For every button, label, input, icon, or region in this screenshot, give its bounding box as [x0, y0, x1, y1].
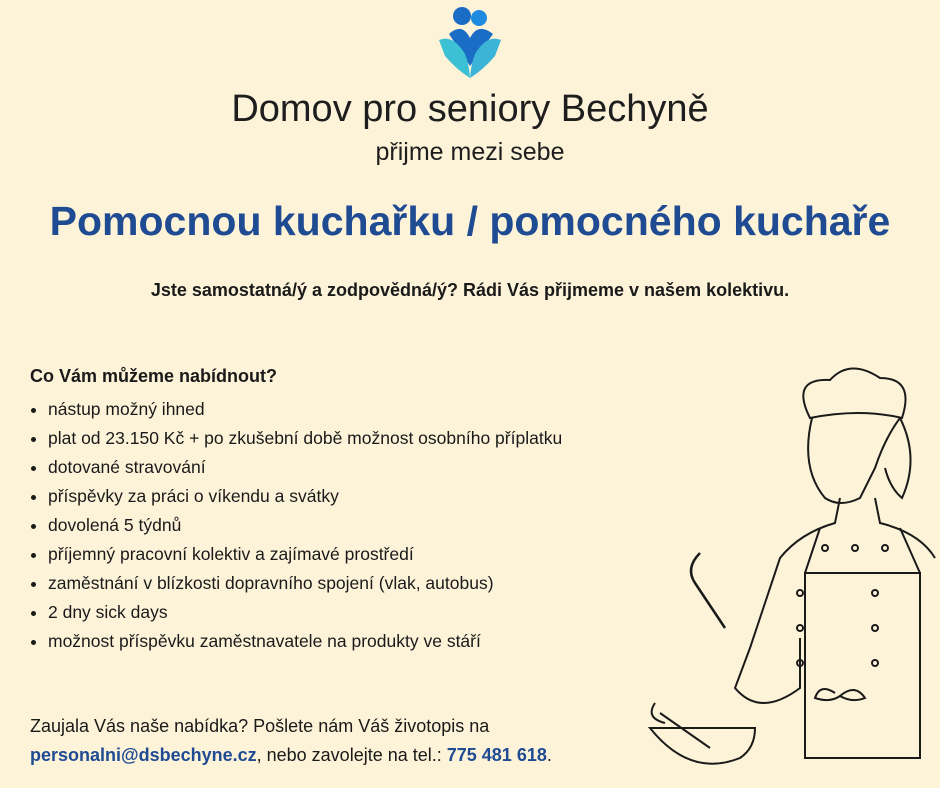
list-item: • dotované stravování — [48, 456, 562, 485]
list-item: • zaměstnání v blízkosti dopravního spojení (vlak, autobus) — [48, 572, 562, 601]
subtitle: přijme mezi sebe — [375, 138, 565, 166]
job-title: Pomocnou kuchařku / pomocného kuchaře — [49, 198, 891, 244]
contact-middle: , nebo zavolejte na tel.: — [256, 745, 447, 765]
list-item: • plat od 23.150 Kč + po zkušební době možnost osobního příplatku — [48, 427, 562, 456]
email-link[interactable]: personalni@dsbechyne.cz — [30, 745, 257, 765]
chef-illustration — [640, 358, 940, 788]
list-item: • příjemný pracovní kolektiv a zajímavé prostředí — [48, 543, 562, 572]
contact-text — [30, 712, 552, 770]
list-item: • nástup možný ihned — [48, 398, 562, 427]
phone-link[interactable]: 775 481 618 — [446, 745, 547, 765]
family-heart-logo — [435, 4, 505, 84]
organization-name: Domov pro seniory Bechyně — [231, 88, 709, 130]
list-item: • dovolená 5 týdnů — [48, 514, 562, 543]
lead-text: Jste samostatná/ý a zodpovědná/ý? Rádi Vás přijmeme v našem kolektivu. — [150, 280, 790, 300]
list-item: • příspěvky za práci o víkendu a svátky — [48, 485, 562, 514]
offer-heading: Co Vám můžeme nabídnout? — [30, 366, 278, 386]
contact-end: . — [546, 745, 552, 765]
offer-list — [28, 398, 562, 659]
list-item: • 2 dny sick days — [48, 601, 562, 630]
contact-line: Zaujala Vás naše nabídka? Pošlete nám Váš životopis na — [30, 716, 490, 736]
list-item: • možnost příspěvku zaměstnavatele na produkty ve stáří — [48, 630, 562, 659]
